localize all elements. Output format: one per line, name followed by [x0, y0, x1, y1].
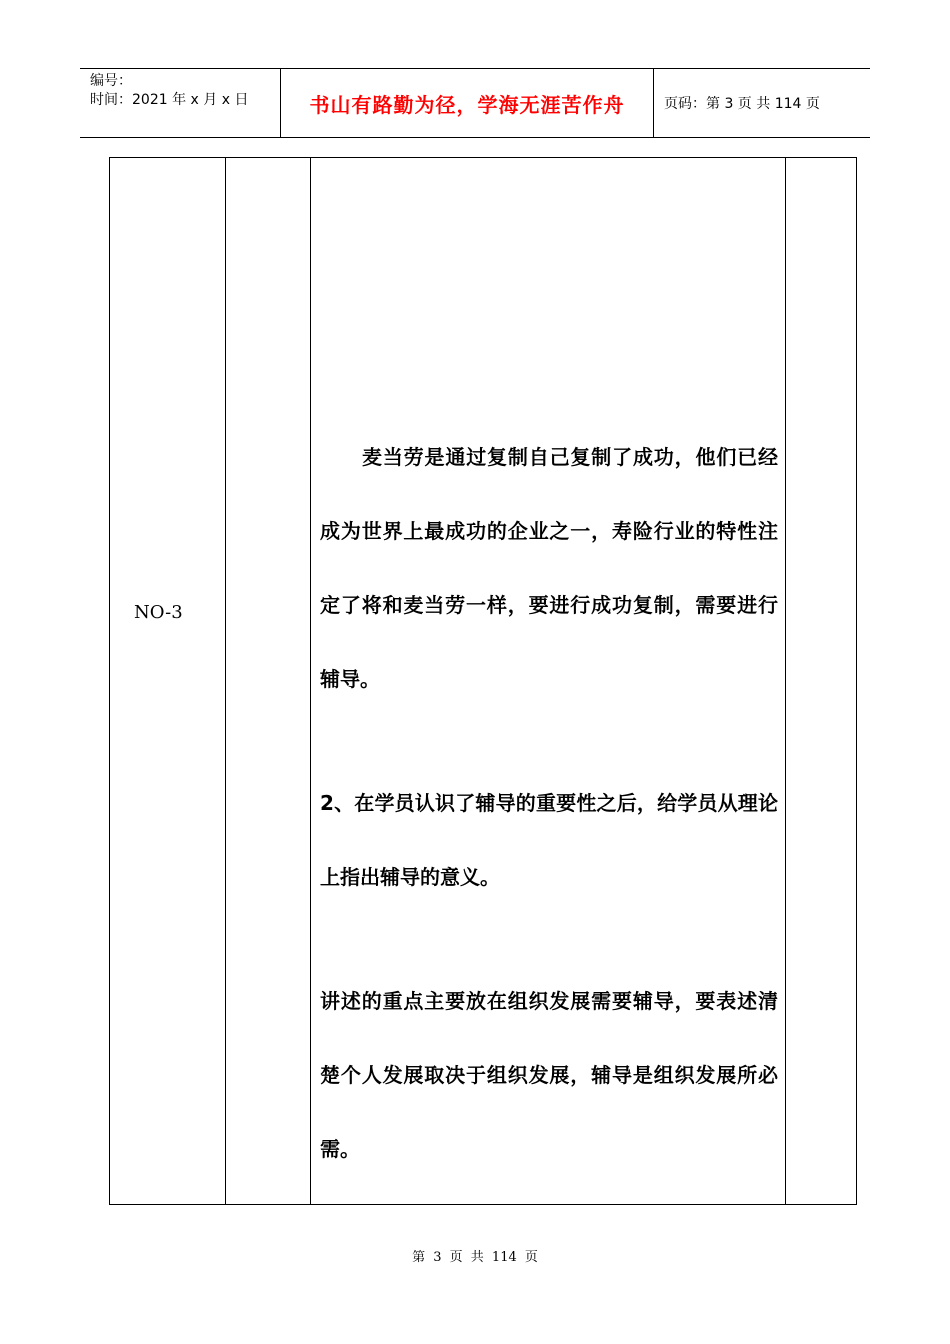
page-footer: 第 3 页 共 114 页	[412, 1250, 538, 1265]
column-divider	[785, 158, 786, 1204]
header-meta	[80, 69, 281, 137]
column-divider	[310, 158, 311, 1204]
paragraph: 麦当劳是通过复制自己复制了成功，他们已经成为世界上最成功的企业之一，寿险行业的特性注定了将和麦当劳一样，要进行成功复制，需要进行辅导。	[320, 445, 778, 691]
header-motto: 书山有路勤为径，学海无涯苦作舟	[281, 69, 654, 137]
column-divider	[225, 158, 226, 1204]
paragraph: 讲述的重点主要放在组织发展需要辅导，要表述清楚个人发展取决于组织发展，辅导是组织发展所必需。	[320, 989, 778, 1161]
header-page-info: 页码：第 3 页 共 114 页	[664, 96, 820, 112]
row-label: NO-3	[134, 602, 183, 623]
number-label: 编号：	[90, 73, 132, 89]
time-label: 时间：2021 年 x 月 x 日	[90, 92, 249, 108]
page-header	[80, 68, 870, 138]
content-table	[109, 157, 857, 1205]
paragraph: 2、在学员认识了辅导的重要性之后，给学员从理论上指出辅导的意义。	[320, 791, 778, 889]
content-cell	[320, 420, 778, 1186]
